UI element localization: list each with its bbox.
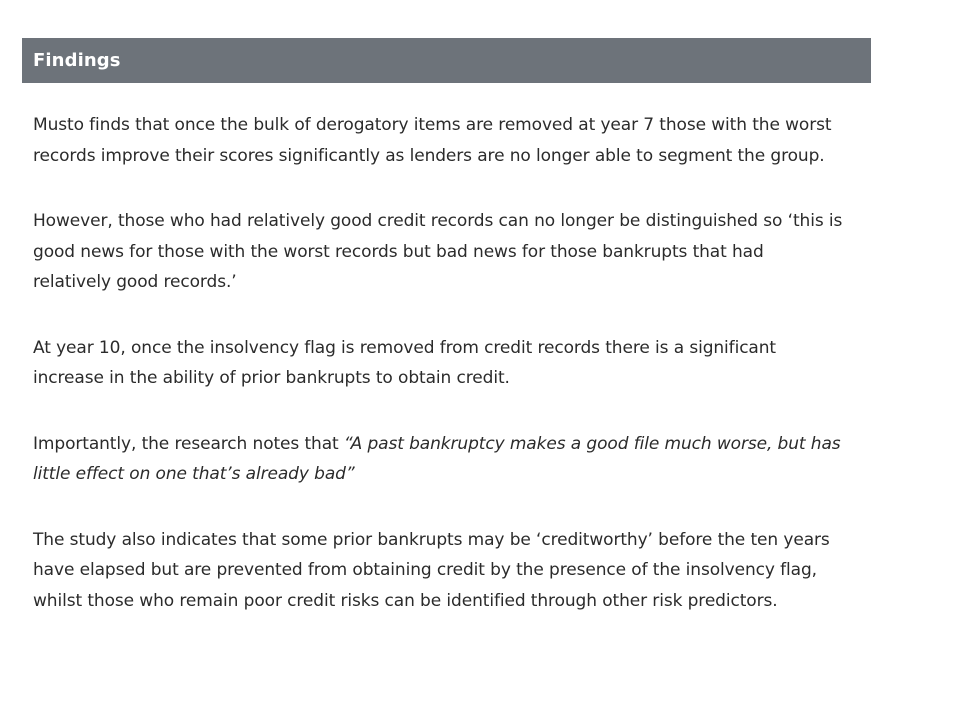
paragraph-research-quote <box>33 429 843 490</box>
section-header-bar <box>22 38 871 83</box>
findings-body <box>33 110 843 651</box>
quote-intro: Importantly, the research notes that <box>33 433 344 454</box>
paragraph-good-records: However, those who had relatively good credit records can no longer be distinguished so ‘this is good news for those with the worst records but bad news for those bankrupts that had relatively good records.’ <box>33 211 843 292</box>
paragraph-year-7-finding: Musto finds that once the bulk of derogatory items are removed at year 7 those with the worst records improve their scores significantly as lenders are no longer able to segment the group. <box>33 115 832 166</box>
research-quote: “A past bankruptcy makes a good file much worse, but has little effect on one that’s already bad” <box>33 433 841 484</box>
paragraph-year-10-finding: At year 10, once the insolvency flag is removed from credit records there is a significant increase in the ability of prior bankrupts to obtain credit. <box>33 337 776 388</box>
paragraph-creditworthy: The study also indicates that some prior bankrupts may be ‘creditworthy’ before the ten years have elapsed but are prevented from obtaining credit by the presence of the insolvency flag, whilst those who remain poor credit risks can be identified through other risk predictors. <box>33 529 830 611</box>
section-title: Findings <box>33 50 121 71</box>
